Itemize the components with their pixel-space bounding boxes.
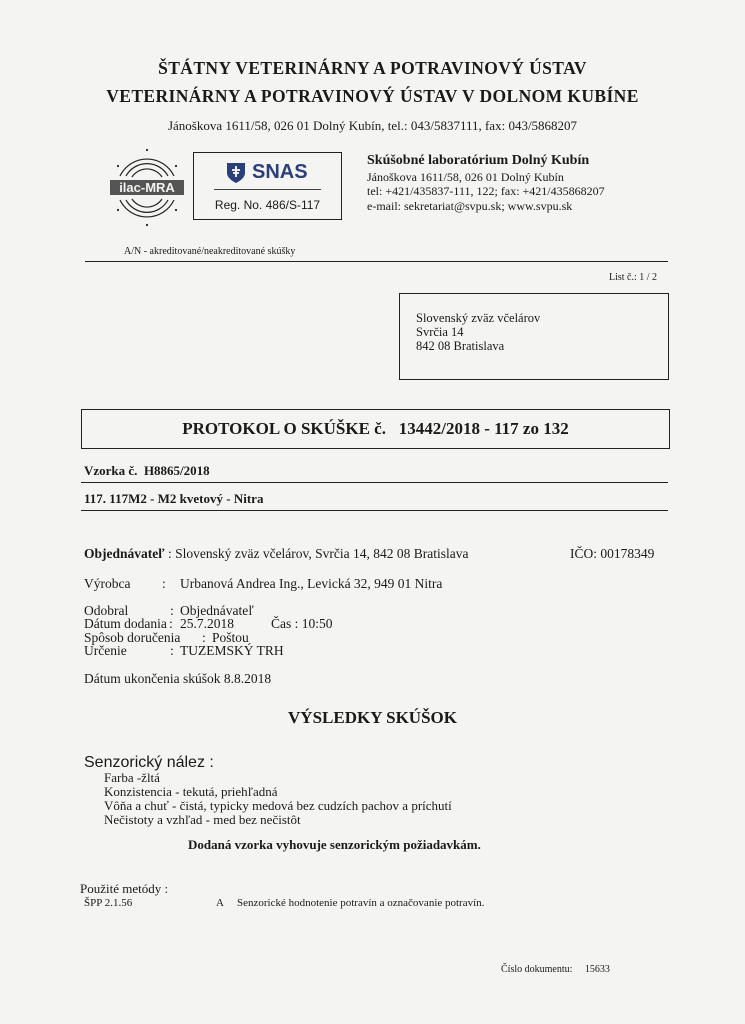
lab-address: Jánoškova 1611/58, 026 01 Dolný Kubín xyxy=(367,170,564,184)
delivery-method-colon: : xyxy=(202,630,206,645)
institute-address: Jánoškova 1611/58, 026 01 Dolný Kubín, tel.: 043/5837111, fax: 043/5868207 xyxy=(167,118,578,133)
sensory-heading: Senzorický nález : xyxy=(84,754,214,771)
sample-name: 117. 117M2 - M2 kvetový - Nitra xyxy=(84,491,264,506)
method-code: ŠPP 2.1.56 xyxy=(84,897,133,909)
recipient-street: Svrčia 14 xyxy=(416,325,464,339)
lab-phone: tel: +421/435837-111, 122; fax: +421/435868207 xyxy=(367,184,605,198)
sensory-item: Konzistencia - tekutá, priehľadná xyxy=(104,784,278,799)
completion-date: Dátum ukončenia skúšok 8.8.2018 xyxy=(84,671,272,686)
sample-id-line xyxy=(84,463,210,479)
recipient-box xyxy=(399,293,669,380)
delivery-method-label: Spôsob doručenia xyxy=(84,630,181,645)
time-row: Čas : 10:50 xyxy=(271,616,333,631)
delivery-date-value: 25.7.2018 xyxy=(180,616,234,631)
snas-reg-number: Reg. No. 486/S-117 xyxy=(214,198,321,212)
slovak-shield-icon xyxy=(226,162,246,184)
recipient-city: 842 08 Bratislava xyxy=(416,339,505,353)
page-info: List č.: 1 / 2 xyxy=(609,272,658,283)
purpose-label: Určenie xyxy=(84,643,127,658)
institute-name: ŠTÁTNY VETERINÁRNY A POTRAVINOVÝ ÚSTAV xyxy=(158,58,587,78)
purpose-colon: : xyxy=(170,643,174,658)
delivery-method-value: Poštou xyxy=(212,630,249,645)
protocol-label: PROTOKOL O SKÚŠKE č. xyxy=(182,419,386,438)
verdict: Dodaná vzorka vyhovuje senzorickým požiadavkám. xyxy=(188,837,481,852)
sensory-item: Farba -žltá xyxy=(104,770,160,785)
ilac-logo-text: ilac-MRA xyxy=(119,180,175,195)
producer-value: Urbanová Andrea Ing., Levická 32, 949 01 Nitra xyxy=(180,576,443,591)
lab-title: Skúšobné laboratórium Dolný Kubín xyxy=(367,153,590,168)
orderer-row: Objednávateľ : Slovenský zväz včelárov, Svrčia 14, 842 08 Bratislava xyxy=(84,546,469,561)
lab-email: e-mail: sekretariat@svpu.sk; www.svpu.sk xyxy=(367,199,573,213)
sample-id-label: Vzorka č. xyxy=(84,463,138,478)
method-description: Senzorické hodnotenie potravín a označovanie potravín. xyxy=(237,897,485,909)
delivery-date-colon: : xyxy=(169,616,173,631)
institute-branch: VETERINÁRNY A POTRAVINOVÝ ÚSTAV V DOLNOM KUBÍNE xyxy=(106,86,639,106)
protocol-number: 13442/2018 - 117 zo 132 xyxy=(398,419,569,438)
sample-id: H8865/2018 xyxy=(143,463,210,478)
taken-by-colon: : xyxy=(170,603,174,618)
sensory-item: Nečistoty a vzhľad - med bez nečistôt xyxy=(104,812,301,827)
recipient-name: Slovenský zväz včelárov xyxy=(416,311,541,325)
orderer-value: Slovenský zväz včelárov, Svrčia 14, 842 08 Bratislava xyxy=(175,546,469,561)
producer-colon: : xyxy=(162,576,166,591)
snas-accreditation-box xyxy=(193,152,342,220)
results-heading: VÝSLEDKY SKÚŠOK xyxy=(288,708,457,727)
taken-by-value: Objednávateľ xyxy=(180,603,254,618)
ilac-mra-logo xyxy=(106,146,188,228)
method-flag: A xyxy=(216,897,224,909)
taken-by-label: Odobral xyxy=(84,603,129,618)
document-value: 15633 xyxy=(584,964,610,975)
sensory-item: Vôňa a chuť - čistá, typicky medová bez cudzích pachov a príchutí xyxy=(104,798,452,813)
orderer-label: Objednávateľ xyxy=(84,546,165,561)
protocol-title-box xyxy=(81,409,670,449)
document-number xyxy=(501,964,610,975)
time-value: 10:50 xyxy=(301,616,333,631)
ico: IČO: 00178349 xyxy=(570,546,655,561)
accreditation-note: A/N - akreditované/neakreditované skúšky xyxy=(124,246,296,257)
snas-logo-text: SNAS xyxy=(252,161,308,183)
delivery-date-label: Dátum dodania xyxy=(84,616,167,631)
document-label: Číslo dokumentu: xyxy=(501,964,573,975)
producer-label: Výrobca xyxy=(84,576,131,591)
methods-heading: Použité metódy : xyxy=(80,881,169,896)
time-label: Čas xyxy=(271,616,292,631)
purpose-value: TUZEMSKÝ TRH xyxy=(180,643,284,658)
